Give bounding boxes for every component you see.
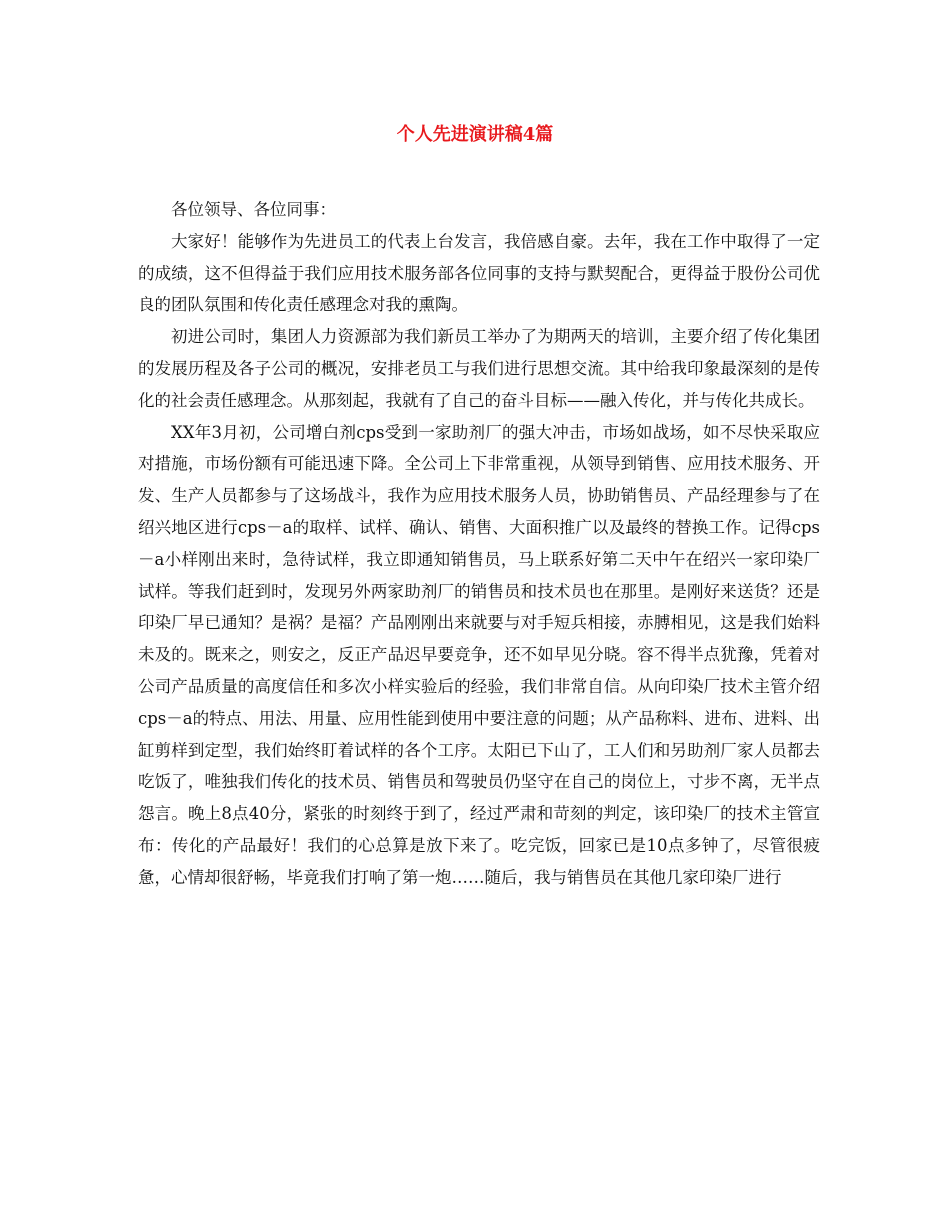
body-paragraph: 大家好！能够作为先进员工的代表上台发言，我倍感自豪。去年，我在工作中取得了一定的成绩，这不但得益于我们应用技术服务部各位同事的支持与默契配合，更得益于股份公司优良的团队氛围和传化责任感理念对我的熏陶。 — [138, 231, 820, 315]
salutation-paragraph: 各位领导、各位同事： — [171, 200, 336, 219]
body-paragraph: 初进公司时，集团人力资源部为我们新员工举办了为期两天的培训，主要介绍了传化集团的发展历程及各子公司的概况，安排老员工与我们进行思想交流。其中给我印象最深刻的是传化的社会责任感理念。从那刻起，我就有了自己的奋斗目标——融入传化，并与传化共成长。 — [138, 327, 820, 410]
document-body — [138, 194, 820, 894]
document-title: 个人先进演讲稿4篇 — [396, 124, 554, 145]
body-paragraph: XX年3月初，公司增白剂cps受到一家助剂厂的强大冲击，市场如战场，如不尽快采取应对措施，市场份额有可能迅速下降。全公司上下非常重视，从领导到销售、应用技术服务、开发、生产人员都参与了这场战斗，我作为应用技术服务人员，协助销售员、产品经理参与了在绍兴地区进行cps－a的取样、试样、确认、销售、大面积推广以及最终的替换工作。记得cps－a小样刚出来时，急待试样，我立即通知销售员，马上联系好第二天中午在绍兴一家印染厂试样。等我们赶到时，发现另外两家助剂厂的销售员和技术员也在那里。是刚好来送货？还是印染厂早已通知？是祸？是福？产品刚刚出来就要与对手短兵相接，赤膊相见，这是我们始料未及的。既来之，则安之，反正产品迟早要竞争，还不如早见分晓。容不得半点犹豫，凭着对公司产品质量的高度信任和多次小样实验后的经验，我们非常自信。从向印染厂技术主管介绍cps－a的特点、用法、用量、应用性能到使用中要注意的问题；从产品称料、进布、进料、出缸剪样到定型，我们始终盯着试样的各个工序。太阳已下山了，工人们和另助剂厂家人员都去吃饭了，唯独我们传化的技术员、销售员和驾驶员仍坚守在自己的岗位上，寸步不离，无半点怨言。晚上8点40分，紧张的时刻终于到了，经过严肃和苛刻的判定，该印染厂的技术主管宣布：传化的产品最好！我们的心总算是放下来了。吃完饭，回家已是10点多钟了，尽管很疲惫，心情却很舒畅，毕竟我们打响了第一炮……随后，我与销售员在其他几家印染厂进行 — [138, 422, 820, 887]
